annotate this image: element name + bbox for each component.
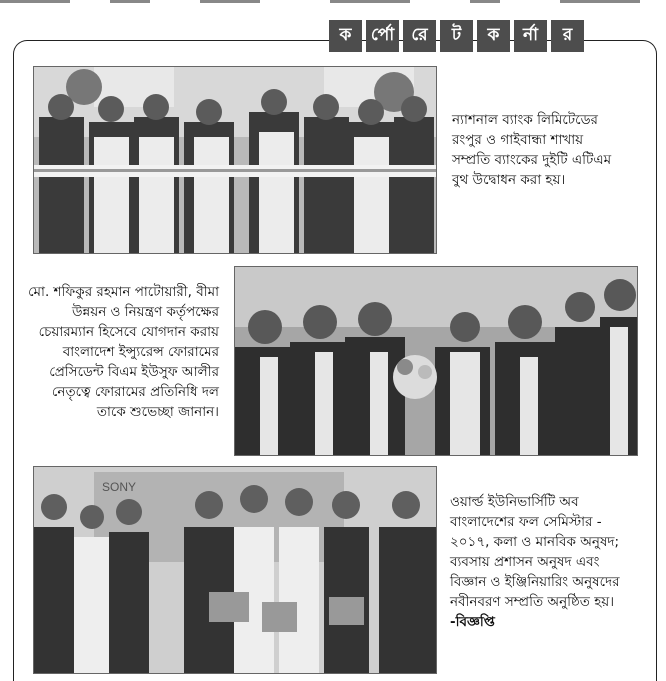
story-3-caption [450, 492, 620, 632]
header-letter: র্পো [366, 20, 399, 52]
banner-text: SONY [102, 480, 137, 494]
story-2-caption [27, 282, 219, 422]
story-3-credit: -বিজ্ঞপ্তি [450, 614, 495, 630]
header-letter: ক [477, 20, 510, 52]
university-group-image [34, 467, 436, 673]
story-2-caption-text: মো. শফিকুর রহমান পাটোয়ারী, বীমা উন্নয়ন ও নিয়ন্ত্রণ কর্তৃপক্ষের চেয়ারম্যান হিসেবে যোগদান করায় বাংলাদেশ ইন্স্যুরেন্স ফোরামের প্রেসিডেন্ট বিএম ইউসুফ আলীর নেতৃত্বে ফোরামের প্রতিনিধি দল তাকে শুভেচ্ছা জানান। [28, 284, 219, 420]
story-2-photo [234, 266, 638, 456]
header-letter: রে [403, 20, 436, 52]
header-letter: র্না [514, 20, 547, 52]
header-letter: ট [440, 20, 473, 52]
story-1-photo [33, 66, 437, 254]
story-1-caption [452, 110, 622, 190]
story-1-caption-text: ন্যাশনাল ব্যাংক লিমিটেডের রংপুর ও গাইবান্ধা শাখায় সম্প্রতি ব্যাংকের দুইটি এটিএম বুথ উদ্বোধন করা হয়। [452, 112, 612, 188]
header-letter: র [551, 20, 584, 52]
section-header [329, 20, 584, 52]
header-letter: ক [329, 20, 362, 52]
story-3-photo [33, 466, 437, 674]
ribbon-ceremony-image [34, 67, 436, 253]
top-rule [0, 0, 666, 8]
bouquet-greeting-image [235, 267, 637, 455]
story-3-caption-text: ওয়ার্ল্ড ইউনিভার্সিটি অব বাংলাদেশের ফল সেমিস্টার - ২০১৭, কলা ও মানবিক অনুষদ; ব্যবসায় প্রশাসন অনুষদ এবং বিজ্ঞান ও ইঞ্জিনিয়ারিং অনুষদের নবীনবরণ সম্প্রতি অনুষ্ঠিত হয়। [450, 494, 620, 610]
